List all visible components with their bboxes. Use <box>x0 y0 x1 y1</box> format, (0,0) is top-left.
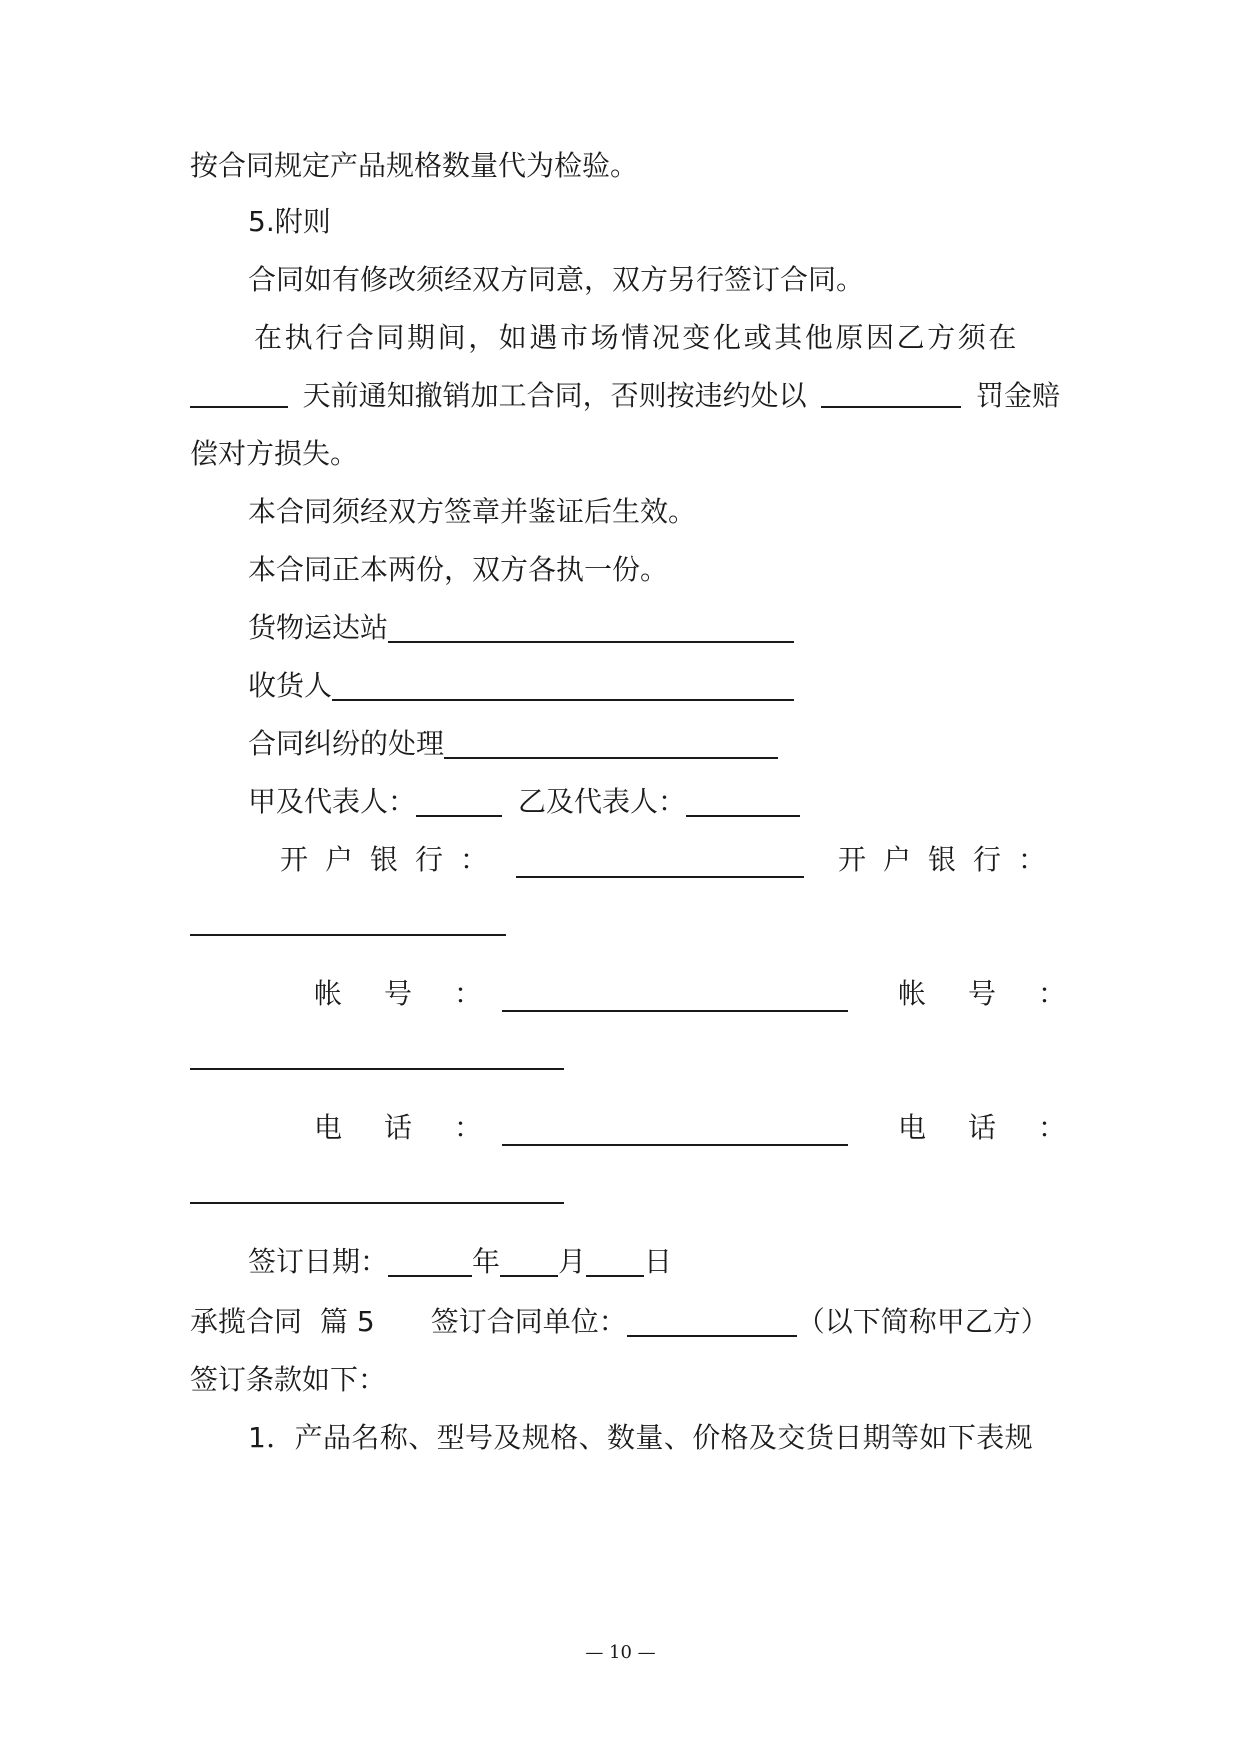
bank-label-a: 开户银行： <box>280 843 506 876</box>
text-line: 按合同规定产品规格数量代为检验。 <box>190 149 639 182</box>
representatives-line <box>248 782 1060 822</box>
section-heading: 5.附则 <box>248 205 331 238</box>
consignee-line <box>248 666 1060 706</box>
text-line: 1．产品名称、型号及规格、数量、价格及交货日期等如下表规 <box>248 1421 1034 1454</box>
field-label: 货物运达站 <box>248 611 389 644</box>
text-line: 本合同正本两份，双方各执一份。 <box>248 553 669 586</box>
destination-station-line <box>248 608 1060 648</box>
contract-heading-line <box>190 1302 1060 1342</box>
text-fragment: （以下简称甲乙方） <box>796 1305 1049 1338</box>
bank-label-b: 开户银行： <box>838 843 1064 876</box>
account-label-b: 帐号： <box>898 977 1109 1010</box>
blank-party-a-rep <box>416 785 502 817</box>
blank-party-b-rep <box>686 785 800 817</box>
blank-dispute <box>444 727 778 759</box>
year-label: 年 <box>472 1245 501 1278</box>
blank-consignee <box>332 669 794 701</box>
contract-number: 篇 5 <box>320 1305 375 1338</box>
phone-label-b: 电话： <box>898 1111 1109 1144</box>
dispute-line <box>248 724 1060 764</box>
blank-phone-a <box>502 1114 848 1146</box>
month-label: 月 <box>558 1245 587 1278</box>
text-line: 偿对方损失。 <box>190 437 359 470</box>
text-line: 在执行合同期间，如遇市场情况变化或其他原因乙方须在 <box>254 321 1020 354</box>
blank-contract-unit <box>627 1305 797 1337</box>
field-label: 乙及代表人： <box>518 785 687 818</box>
blank-phone-b <box>190 1172 564 1204</box>
blank-account-a <box>502 980 848 1012</box>
blank-days <box>190 376 288 408</box>
field-label: 甲及代表人： <box>248 785 417 818</box>
text-line: 本合同须经双方签章并鉴证后生效。 <box>248 495 697 528</box>
blank-month <box>500 1245 558 1277</box>
page-number: — 10 — <box>585 1642 656 1663</box>
blank-account-b <box>190 1038 564 1070</box>
text-line: 签订条款如下： <box>190 1363 387 1396</box>
day-label: 日 <box>644 1245 673 1278</box>
account-label-a: 帐号： <box>314 977 525 1010</box>
text-line: 合同如有修改须经双方同意，双方另行签订合同。 <box>248 263 865 296</box>
text-fragment: 罚金赔 <box>975 379 1060 412</box>
text-line <box>190 376 1060 416</box>
signing-date-line <box>248 1242 1060 1282</box>
field-label: 合同纠纷的处理 <box>248 727 445 760</box>
field-label: 签订日期： <box>248 1245 389 1278</box>
text-fragment: 天前通知撤销加工合同，否则按违约处以 <box>302 379 807 412</box>
blank-penalty <box>821 376 961 408</box>
blank-bank-b <box>190 904 506 936</box>
field-label: 签订合同单位： <box>430 1305 627 1338</box>
blank-year <box>388 1245 472 1277</box>
contract-title: 承揽合同 <box>190 1305 303 1338</box>
blank-day <box>586 1245 644 1277</box>
field-label: 收货人 <box>248 669 333 702</box>
phone-label-a: 电话： <box>314 1111 525 1144</box>
blank-bank-a <box>516 846 804 878</box>
blank-destination <box>388 611 794 643</box>
